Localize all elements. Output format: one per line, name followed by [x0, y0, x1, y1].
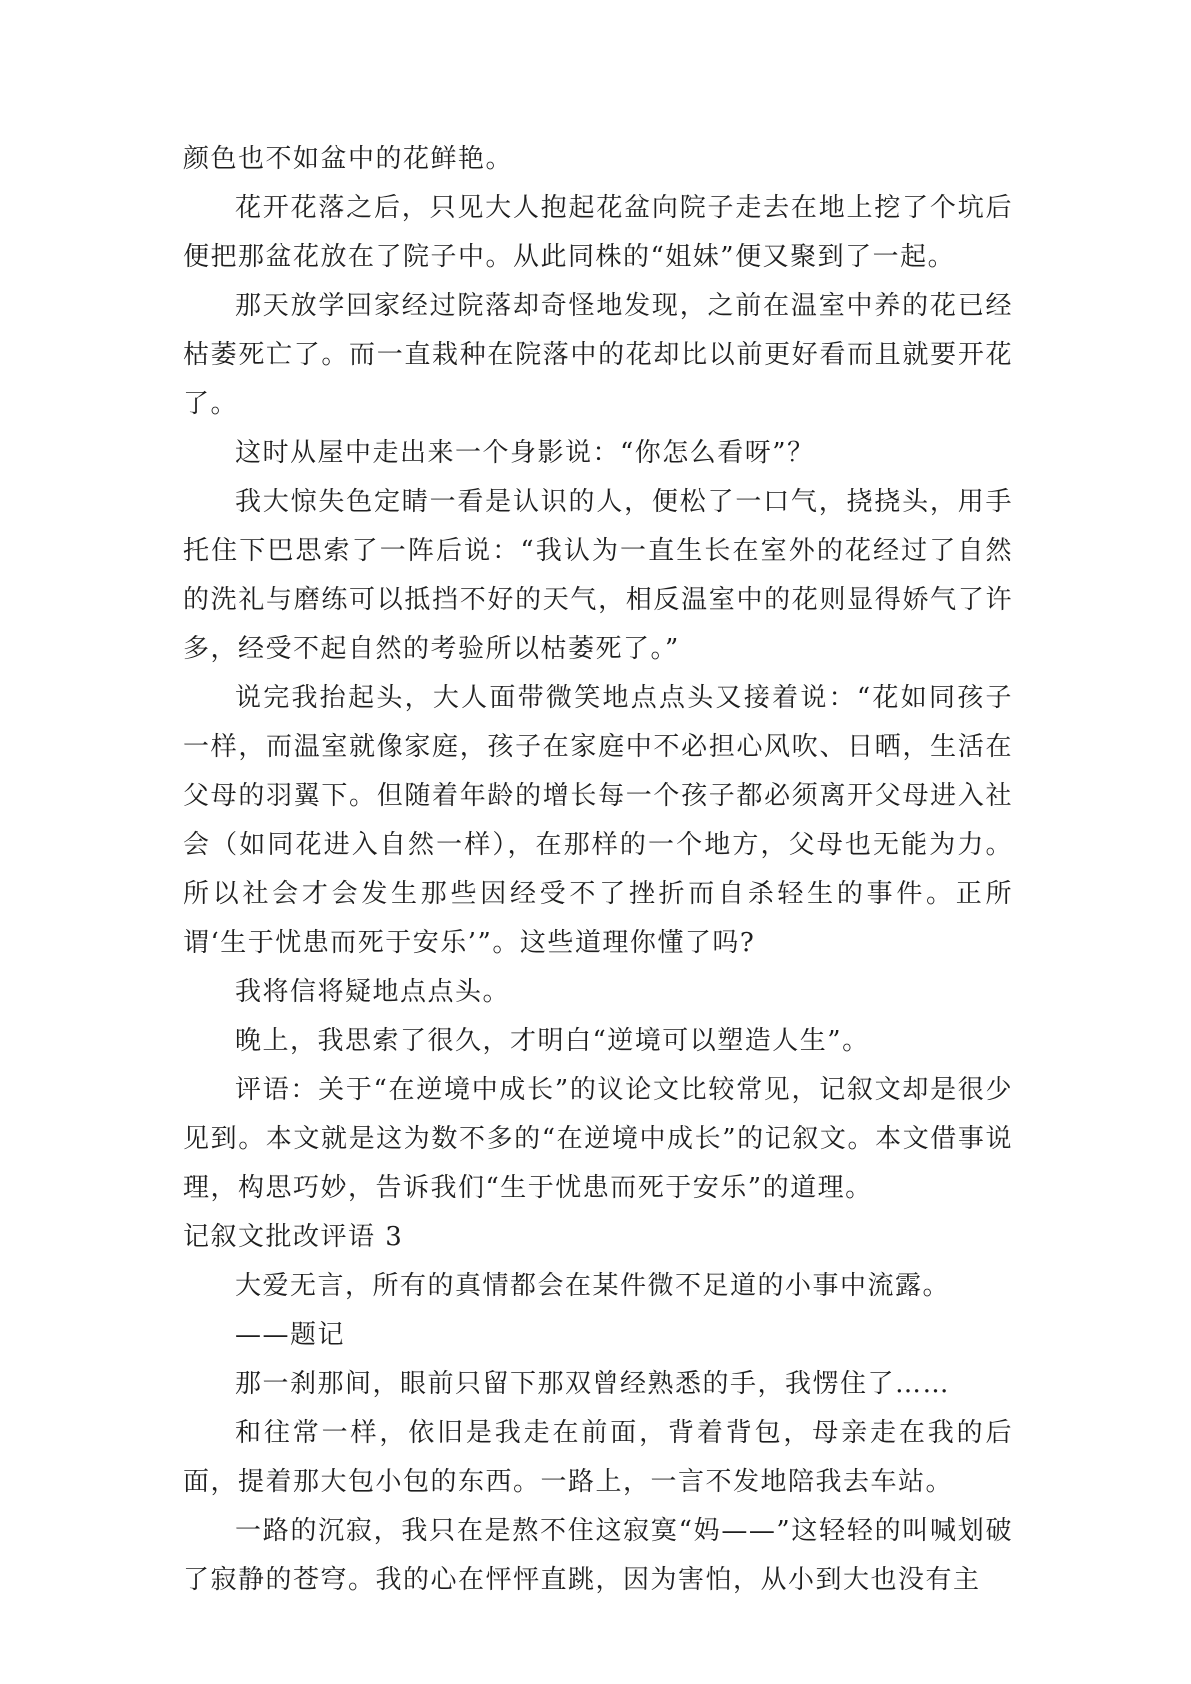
paragraph: 颜色也不如盆中的花鲜艳。 [183, 144, 514, 174]
epigraph-attribution: ——题记 [235, 1320, 346, 1350]
paragraph: 晚上，我思索了很久，才明白“逆境可以塑造人生”。 [235, 1026, 870, 1056]
paragraph: 大爱无言，所有的真情都会在某件微不足道的小事中流露。 [235, 1271, 951, 1301]
paragraph: 和往常一样，依旧是我走在前面，背着背包，母亲走在我的后面，提着那大包小包的东西。一路上，一言不发地陪我去车站。 [183, 1418, 1013, 1497]
paragraph: 那天放学回家经过院落却奇怪地发现，之前在温室中养的花已经枯萎死亡了。而一直栽种在院落中的花却比以前更好看而且就要开花了。 [183, 291, 1013, 419]
paragraph: 说完我抬起头，大人面带微笑地点点头又接着说：“花如同孩子一样，而温室就像家庭，孩子在家庭中不必担心风吹、日晒，生活在父母的羽翼下。但随着年龄的增长每一个孩子都必须离开父母进入社会（如同花进入自然一样），在那样的一个地方，父母也无能为力。所以社会才会发生那些因经受不了挫折而自杀轻生的事件。正所谓‘生于忧患而死于安乐’”。这些道理你懂了吗? [183, 683, 1013, 958]
paragraph: 那一刹那间，眼前只留下那双曾经熟悉的手，我愣住了…… [235, 1369, 951, 1399]
paragraph: 花开花落之后，只见大人抱起花盆向院子走去在地上挖了个坑后便把那盆花放在了院子中。从此同株的“姐妹”便又聚到了一起。 [183, 193, 1013, 272]
paragraph: 我将信将疑地点点头。 [235, 977, 511, 1007]
paragraph: 评语：关于“在逆境中成长”的议论文比较常见，记叙文却是很少见到。本文就是这为数不多的“在逆境中成长”的记叙文。本文借事说理，构思巧妙，告诉我们“生于忧患而死于安乐”的道理。 [183, 1075, 1013, 1203]
paragraph: 我大惊失色定睛一看是认识的人，便松了一口气，挠挠头，用手托住下巴思索了一阵后说：“我认为一直生长在室外的花经过了自然的洗礼与磨练可以抵挡不好的天气，相反温室中的花则显得娇气了许多，经受不起自然的考验所以枯萎死了。” [183, 487, 1013, 664]
document-body [183, 135, 1013, 1605]
paragraph: 这时从屋中走出来一个身影说：“你怎么看呀”？ [235, 438, 815, 468]
section-heading: 记叙文批改评语 3 [183, 1222, 404, 1252]
paragraph: 一路的沉寂，我只在是熬不住这寂寞“妈——”这轻轻的叫喊划破了寂静的苍穹。我的心在怦怦直跳，因为害怕，从小到大也没有主 [183, 1516, 1013, 1595]
